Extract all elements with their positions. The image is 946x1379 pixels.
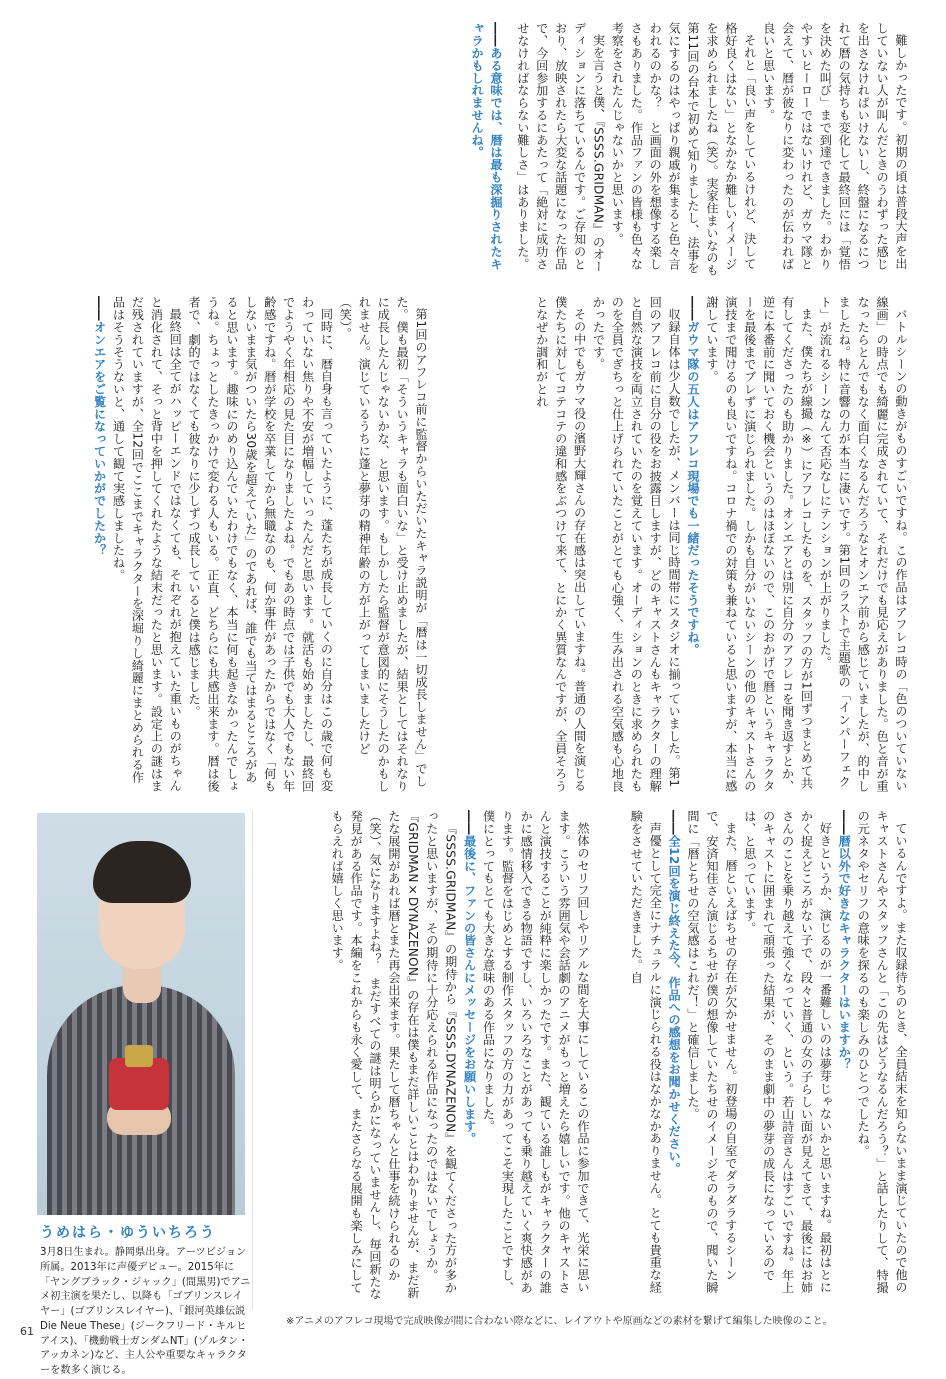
portrait-photo [37,813,245,1215]
question-dash: ―― [837,810,852,835]
question-heading [834,810,853,1300]
question-dash: ―― [92,296,107,321]
question-dash: ―― [489,22,503,47]
body-paragraph: 難しかったです。初期の頃は普段大声を出していない人が叫んだときのうわずった感じを出さなければいけないし、終盤になるにつれて暦の気持ちも変化して最終回には「覚悟を決めた叫び」まで到達できました。わかりやすいヒーローではないけれど、ガウマ隊と会えて、暦が彼なりに変わったのが伝われば良いと思います。 [761,22,908,270]
question-heading [467,22,505,282]
body-paragraph: 最終回は全てがハッピーエンドではなくても、それぞれが抱えていた重いものがちゃんと消化されて、そっと背中を押してくれたような結末だったと思います。設定上の謎はまだ残されていますが、全12回でここまでキャラクターを深堀りし綺麗にまとめられる作品はそうそうないと、通して観て実感しましたね。 [111,296,183,792]
body-paragraph: 実を言うと僕、『SSSS.GRIDMAN』のオーディションに落ちているんです。ご存知のとおり、放映されたら大変な話題になった作品で、今回参加するにあたって「絶対に成功させなければならない難しさ」はありました。 [515,22,606,273]
body-paragraph: 好きというか、演じるのが一番難しいのは夢芽じゃないかと思いますね。最初はとにかく捉えどころがない子で、段々と普通の女の子らしい面が見えてきて、最後にはお姉さんのことを乗り越えて強くなっていく、という。若山詩音さんはすごいですね。年上のキャストに囲まれて頑張った結果が、そのまま劇中の夢芽の成長になっているのでは、と思っています。 [742,810,833,1294]
column-upper-left [30,22,505,282]
question-dash: ―― [667,810,682,835]
question-dash: ―― [462,810,477,835]
question-heading [90,296,109,794]
profile-text: 3月8日生まれ。静岡県出身。アーツビジョン所属。2013年に声優デビュー。2015年に「ヤングブラック・ジャック」(間黒男)でアニメ初主演を果たし、以降も「ゴブリンスレイヤー」(ゴブリンスレイヤー)、「銀河英雄伝説 Die Neue These」(ジークフリード・キルヒアイス)、「機動戦士ガンダムNT」(ゾルタン・アッカネン)など、主人公や重要なキャラクターを数多く演じる。 [40,1247,251,1377]
column-middle-left [30,296,430,794]
body-paragraph: 声優として完全にナチュラルに演じられる役はなかなかありません。とても貴重な経験をさせていただきました。自 [629,810,663,1294]
column-lower-left [262,810,592,1300]
question-heading [664,810,683,1300]
body-paragraph: 『SSSS.GRIDMAN』の期待から『SSSS.DYNAZENON』を観てくださった方が多かったと思いますが、その期待に十分応えられる作品になったのではないでしょうか。『GRIDMAN×DYNAZENON』の存在は僕もまだ詳しいことはわかりませんが、まだ新たな展開があれば暦とまた再会出来ます。果たして暦ちゃんと仕事を続けられるのか（笑）、気になりますよね？ まだすべての謎は明らかになっていませんし、毎回新たな発見がある作品です。本編をこれからも永く愛して、またさらなる展開も楽しみにしてもらえれば嬉しく思います。 [330,810,458,1300]
question-heading [460,810,479,1300]
body-paragraph: ているんですよ。また収録待ちのとき、全員結末を知らないまま演じていたので他のキャストさんやスタッフさんと「この先はどうなるんだろう？」と話したりして、特撮の元ネタやセリフの意味を探るのも楽しみのひとつでしたね。 [856,810,908,1294]
body-paragraph: 同時に、暦自身も言っていたように、蓬たちが成長していくのに自分はこの歳で何も変わっていない焦りや不安が増幅していったんだと思います。就活も始めましたし、最終回でようやく年相応の見た目になりましたよね。でもあの時点では子供でも大人でもない年齢感ですね。暦が学校を卒業してから無職なのも、何か事件があったからではなく「何もしないまま気がついたら30歳を超えていた」のであれば、誰でも当てはまるところがあると思います。趣味にのめり込んでいたわけでもなく、本当に何も起きなかったんでしょうね。ちょっとしたきっかけで変わる人もいる。正直、どちらにも共感出来ます。暦は後者で、劇的ではなくても彼なりに少しずつ成長していると僕は感じました。 [187,296,334,792]
profile-name: うめはら・ゆういちろう [40,1225,216,1241]
body-paragraph: 然体のセリフ回しやリアルな間を大事にしているこの作品に参加できて、光栄に思います。こういう雰囲気や会話劇のアニメがもっと増えたら嬉しいです。他のキャストさんと演技することが純粋に楽しかったです。また、観ている誰しもがキャラクターの誰かに感情移入できる物語ですし、いろいろなことがあっても乗り越えていく爽快感があります。監督をはじめとする制作スタッフの方の力があってこそ実現したことですし、僕にとってもとても大きな意味のある作品になりました。 [481,810,590,1294]
question-heading [683,296,702,794]
question-text: 暦以外で好きなキャラクターはいますか？ [837,834,852,1071]
column-upper-right [515,22,910,282]
page-number: 61 [20,1325,34,1338]
body-paragraph: それと「良い声をしているけれど、決して格好良くはない」となかなか難しいイメージを求められましたね（笑）。実家住まいなのも第11回の台本で初めて知りましたし、法事を気にするのはやっぱり親戚が集まると色々言われるのかな？ と画面の外を想像する楽しさもありました。作品ファンの皆様も色々な考察をされたんじゃないかと思います。 [610,22,757,277]
question-text: オンエアをご覧になっていかがでしたか？ [92,320,107,557]
body-paragraph: バトルシーンの動きがものすごいですね。この作品はアフレコ時の「色のついていない線画」の時点でも綺麗に完成されていて、それだけでも見応えがありました。色と音が重なったらとんでもなく面白くなるんだろうなとオンエア前から感じていましたが、的中しましたね。特に音響の力が本当に凄いです。第1回のラストで主題歌の「インパーフェクト」が流れるシーンなんて否応なしにテンションが上がりました。 [818,296,908,792]
column-middle-right [440,296,910,794]
divider [252,810,253,1310]
question-dash: ―― [686,296,701,321]
body-paragraph: また、暦といえばちせの存在が欠かせません。初登場の自室でダラダラするシーンで、安済知佳さん演じるちせが僕の想像していたちせのイメージそのもので、聞いた瞬間に「暦とちせの空気感はこれだ！」と確信しました。 [686,810,738,1294]
body-paragraph: 収録自体は少人数でしたが、メンバーは同じ時間帯にスタジオに揃っていました。第1回のアフレコ前に自分の役をお披露目しますが、どのキャストさんもキャラクターの理解と自然な演技を両立されていたのを覚えています。オーディションのときに求められたものを全員でぎちっと仕上げられていたことがとても心強く、生み出される空気感も心地良かったです。 [591,296,682,792]
question-text: ガウマ隊の五人はアフレコ現場でも一緒だったそうですね。 [686,320,701,656]
body-paragraph: その中でもガウマ役の濱野大輝さんの存在感は突出していますね。普通の人間を演じる僕たちに対してコテコテの違和感をぶつけて来て、とにかく異質なんですが、全員そろうとなぜか調和がとれ [534,296,587,792]
question-text: 全12回を演じ終えた今、作品への感想をお聞かせください。 [667,834,682,1175]
column-lower-right [600,810,910,1300]
question-text: 最後に、ファンの皆さんにメッセージをお願いします。 [462,834,477,1145]
body-paragraph: また、僕たちが線撮（※）にアフレコしたものを、スタッフの方が1回ずつまとめて共有してくださったのも助かりました。オンエアとは別に自分のアフレコを聞き返すとか、逆に本番前に聞いておく機会というのはほぼないので、このおかげで暦というキャラクターを最後までブレずに演じられました。しかも自分がいないシーンの他のキャストさんの演技まで聞けるのも良いですね。コロナ禍での対策も兼ねていると思いますが、本当に感謝しています。 [704,296,814,792]
body-paragraph: 第1回のアフレコ前に監督からいただいたキャラ説明が「暦は一切成長しません」でした。僕も最初「そういうキャラも面白いな」と受け止めましたが、結果としてはそれなりに成長したんじゃないかな、と思います。もしかしたら監督が意図的にそうしたのかもしれません。演じているうちに蓬と夢芽の精神年齢の方が上がってしまいましたけど（笑）。 [338,296,428,792]
footnote: ※アニメのアフレコ現場で完成映像が間に合わない際などに、レイアウトや原画などの素材を繋げて編集した映像のこと。 [286,1316,833,1327]
question-text: ある意味では、暦は最も深掘りされたキャラかもしれませんね。 [470,22,503,270]
